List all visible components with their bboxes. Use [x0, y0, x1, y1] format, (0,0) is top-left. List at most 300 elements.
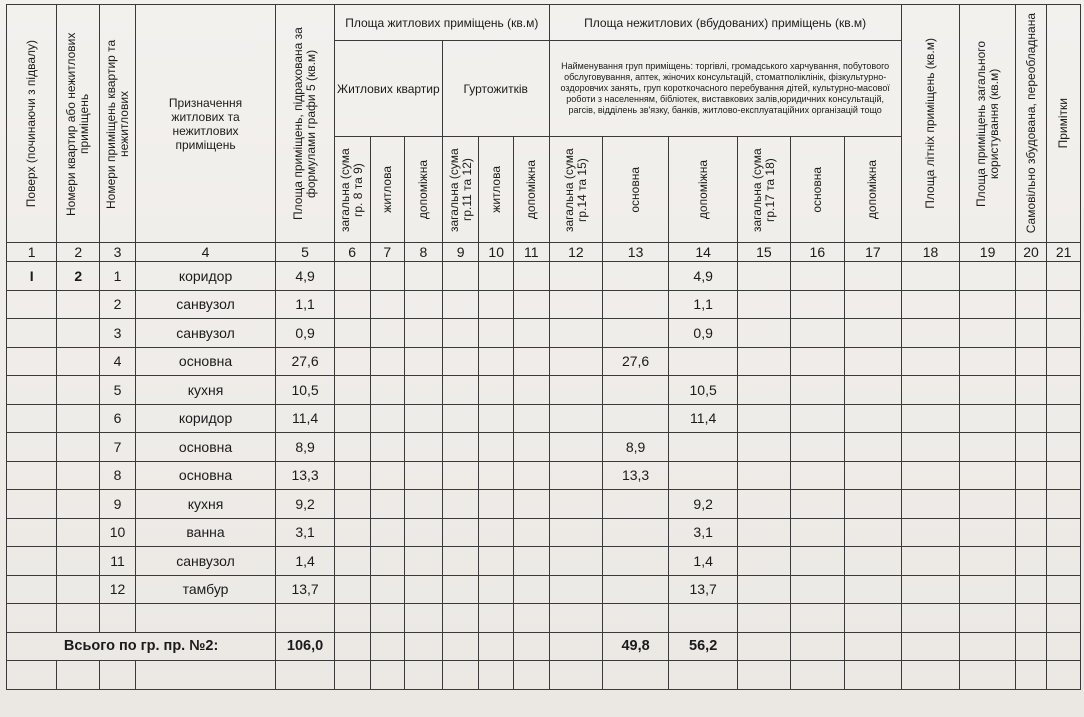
- room-area-cell: 1,1: [276, 290, 335, 319]
- aux-area-cell: 10,5: [669, 376, 738, 405]
- empty-cell: [442, 604, 479, 633]
- apt-cell: [57, 518, 100, 547]
- col-num: 10: [479, 243, 514, 262]
- empty-cell: [442, 632, 479, 661]
- col-num: 14: [669, 243, 738, 262]
- room-purpose-cell: тамбур: [135, 575, 275, 604]
- main-area-cell: 8,9: [603, 433, 669, 462]
- floor-cell: [7, 547, 57, 576]
- empty-cell: [845, 604, 902, 633]
- room-number-cell: 5: [100, 376, 136, 405]
- total-aux: 56,2: [669, 632, 738, 661]
- empty-cell: [738, 661, 790, 690]
- empty-cell: [960, 347, 1016, 376]
- empty-cell: [603, 661, 669, 690]
- empty-cell: [1047, 433, 1081, 462]
- floor-cell: [7, 376, 57, 405]
- empty-cell: [513, 433, 549, 462]
- empty-cell: [479, 518, 514, 547]
- empty-cell: [442, 433, 479, 462]
- empty-cell: [738, 376, 790, 405]
- col-num: 4: [135, 243, 275, 262]
- main-area-cell: [603, 404, 669, 433]
- empty-cell: [479, 319, 514, 348]
- empty-cell: [845, 661, 902, 690]
- empty-cell: [960, 404, 1016, 433]
- empty-cell: [513, 404, 549, 433]
- empty-cell: [405, 290, 443, 319]
- empty-cell: [960, 319, 1016, 348]
- empty-cell: [334, 575, 370, 604]
- empty-cell: [57, 661, 100, 690]
- empty-cell: [370, 376, 405, 405]
- empty-cell: [513, 604, 549, 633]
- col-num: 5: [276, 243, 335, 262]
- empty-cell: [513, 575, 549, 604]
- empty-cell: [513, 262, 549, 291]
- main-area-cell: [603, 518, 669, 547]
- empty-cell: [790, 347, 844, 376]
- empty-cell: [845, 575, 902, 604]
- empty-cell: [1047, 518, 1081, 547]
- empty-cell: [442, 376, 479, 405]
- empty-cell: [405, 604, 443, 633]
- floor-cell: [7, 461, 57, 490]
- empty-cell: [549, 518, 602, 547]
- empty-cell: [442, 290, 479, 319]
- room-purpose-cell: основна: [135, 433, 275, 462]
- empty-cell: [513, 632, 549, 661]
- empty-cell: [370, 433, 405, 462]
- empty-cell: [901, 319, 960, 348]
- empty-cell: [405, 319, 443, 348]
- floor-cell: [7, 433, 57, 462]
- apt-cell: [57, 575, 100, 604]
- empty-cell: [370, 575, 405, 604]
- empty-cell: [442, 319, 479, 348]
- table-row: [7, 376, 1081, 405]
- empty-cell: [1047, 661, 1081, 690]
- room-purpose-cell: основна: [135, 461, 275, 490]
- empty-cell: [334, 433, 370, 462]
- empty-cell: [1015, 376, 1046, 405]
- table-row: [7, 290, 1081, 319]
- empty-cell: [370, 632, 405, 661]
- apt-cell: 2: [57, 262, 100, 291]
- empty-cell: [738, 347, 790, 376]
- room-number-cell: 3: [100, 319, 136, 348]
- empty-cell: [1047, 319, 1081, 348]
- hdr-col17: допоміжна: [845, 137, 902, 243]
- empty-cell: [479, 575, 514, 604]
- room-purpose-cell: кухня: [135, 376, 275, 405]
- apt-cell: [57, 347, 100, 376]
- empty-cell: [513, 547, 549, 576]
- empty-cell: [738, 404, 790, 433]
- empty-cell: [479, 604, 514, 633]
- blank-row: [7, 661, 1081, 690]
- room-purpose-cell: санвузол: [135, 547, 275, 576]
- column-number-row: [7, 243, 1081, 262]
- empty-cell: [1015, 319, 1046, 348]
- empty-cell: [479, 404, 514, 433]
- empty-cell: [1015, 461, 1046, 490]
- col-num: 21: [1047, 243, 1081, 262]
- empty-cell: [960, 661, 1016, 690]
- hdr-col6: загальна (сума гр. 8 та 9): [334, 137, 370, 243]
- hdr-col11: допоміжна: [513, 137, 549, 243]
- empty-cell: [549, 262, 602, 291]
- empty-cell: [549, 347, 602, 376]
- table-row: [7, 461, 1081, 490]
- room-number-cell: 10: [100, 518, 136, 547]
- empty-cell: [479, 433, 514, 462]
- empty-cell: [442, 575, 479, 604]
- empty-cell: [334, 319, 370, 348]
- hdr-col15: загальна (сума гр.17 та 18): [738, 137, 790, 243]
- floor-cell: [7, 490, 57, 519]
- hdr-room-numbers: Номери приміщень квартир та нежитлових: [100, 5, 136, 243]
- empty-cell: [334, 547, 370, 576]
- floor-cell: І: [7, 262, 57, 291]
- apt-cell: [57, 319, 100, 348]
- room-purpose-cell: санвузол: [135, 319, 275, 348]
- empty-cell: [1015, 661, 1046, 690]
- room-area-cell: 3,1: [276, 518, 335, 547]
- empty-cell: [479, 290, 514, 319]
- room-area-cell: 4,9: [276, 262, 335, 291]
- aux-area-cell: 4,9: [669, 262, 738, 291]
- room-purpose-cell: кухня: [135, 490, 275, 519]
- floor-cell: [7, 347, 57, 376]
- empty-cell: [405, 490, 443, 519]
- empty-cell: [901, 518, 960, 547]
- empty-cell: [405, 262, 443, 291]
- empty-cell: [901, 490, 960, 519]
- empty-cell: [370, 404, 405, 433]
- room-purpose-cell: основна: [135, 347, 275, 376]
- empty-cell: [405, 575, 443, 604]
- empty-cell: [513, 290, 549, 319]
- empty-cell: [1015, 290, 1046, 319]
- empty-cell: [845, 290, 902, 319]
- empty-cell: [845, 490, 902, 519]
- empty-cell: [135, 604, 275, 633]
- col-num: 13: [603, 243, 669, 262]
- room-number-cell: 12: [100, 575, 136, 604]
- empty-cell: [513, 319, 549, 348]
- empty-cell: [442, 404, 479, 433]
- empty-cell: [960, 604, 1016, 633]
- floor-cell: [7, 319, 57, 348]
- empty-cell: [442, 518, 479, 547]
- empty-cell: [100, 604, 136, 633]
- room-number-cell: 4: [100, 347, 136, 376]
- empty-cell: [901, 376, 960, 405]
- main-area-cell: [603, 290, 669, 319]
- empty-cell: [100, 661, 136, 690]
- empty-cell: [1047, 347, 1081, 376]
- empty-cell: [479, 490, 514, 519]
- empty-cell: [442, 490, 479, 519]
- empty-cell: [479, 661, 514, 690]
- col-num: 17: [845, 243, 902, 262]
- empty-cell: [334, 376, 370, 405]
- hdr-floor: Поверх (починаючи з підвалу): [7, 5, 57, 243]
- empty-cell: [370, 262, 405, 291]
- empty-cell: [790, 433, 844, 462]
- empty-cell: [845, 433, 902, 462]
- empty-cell: [479, 376, 514, 405]
- empty-cell: [603, 604, 669, 633]
- floor-cell: [7, 290, 57, 319]
- empty-cell: [790, 547, 844, 576]
- empty-cell: [1015, 262, 1046, 291]
- main-area-cell: 13,3: [603, 461, 669, 490]
- empty-cell: [370, 547, 405, 576]
- empty-cell: [549, 319, 602, 348]
- empty-cell: [276, 604, 335, 633]
- empty-cell: [479, 461, 514, 490]
- col-num: 20: [1015, 243, 1046, 262]
- hdr-nonres-desc: Найменування груп приміщень: торгівлі, громадського харчування, побутового обслуговування, аптек, жіночих консультацій, стоматполіклінік, фізкультурно-оздоровчих занять, груп короткочасного перебування дітей, культурно-масової роботи з населенням, бібліотек, виставкових залів,юридичних консультацій, рагсів, відділень зв'язку, банків, житлово-експлуатаційних організацій тощо: [549, 41, 901, 137]
- col-num: 7: [370, 243, 405, 262]
- empty-cell: [442, 262, 479, 291]
- empty-cell: [334, 490, 370, 519]
- empty-cell: [405, 433, 443, 462]
- empty-cell: [901, 347, 960, 376]
- empty-cell: [1047, 547, 1081, 576]
- hdr-apt-numbers: Номери квартир або нежитлових приміщень: [57, 5, 100, 243]
- col-num: 9: [442, 243, 479, 262]
- empty-cell: [845, 347, 902, 376]
- aux-area-cell: 9,2: [669, 490, 738, 519]
- hdr-col14: допоміжна: [669, 137, 738, 243]
- empty-cell: [405, 547, 443, 576]
- floor-cell: [7, 518, 57, 547]
- empty-cell: [738, 290, 790, 319]
- room-area-cell: 11,4: [276, 404, 335, 433]
- empty-cell: [1015, 433, 1046, 462]
- hdr-residential-group: Площа житлових приміщень (кв.м): [334, 5, 549, 41]
- table-row: [7, 319, 1081, 348]
- empty-cell: [1047, 262, 1081, 291]
- hdr-self-built: Самовільно збудована, переобладнана: [1015, 5, 1046, 243]
- room-area-cell: 13,3: [276, 461, 335, 490]
- empty-cell: [790, 604, 844, 633]
- empty-cell: [738, 433, 790, 462]
- empty-cell: [901, 262, 960, 291]
- empty-cell: [479, 262, 514, 291]
- empty-cell: [334, 461, 370, 490]
- apt-cell: [57, 547, 100, 576]
- total-label: Всього по гр. пр. №2:: [7, 632, 276, 661]
- room-area-cell: 1,4: [276, 547, 335, 576]
- empty-cell: [845, 632, 902, 661]
- hdr-common: Площа приміщень загального користування (кв.м): [960, 5, 1016, 243]
- empty-cell: [738, 262, 790, 291]
- empty-cell: [7, 604, 57, 633]
- hdr-col10: житлова: [479, 137, 514, 243]
- empty-cell: [1047, 490, 1081, 519]
- table-row: [7, 404, 1081, 433]
- empty-cell: [1047, 404, 1081, 433]
- hdr-purpose: Призначення житлових та нежитлових приміщень: [135, 5, 275, 243]
- empty-cell: [405, 404, 443, 433]
- empty-cell: [1015, 575, 1046, 604]
- hdr-apartments: Житлових квартир: [334, 41, 442, 137]
- empty-cell: [901, 632, 960, 661]
- empty-cell: [549, 433, 602, 462]
- empty-cell: [1015, 347, 1046, 376]
- empty-cell: [790, 262, 844, 291]
- empty-cell: [901, 461, 960, 490]
- hdr-col8: допоміжна: [405, 137, 443, 243]
- empty-cell: [790, 290, 844, 319]
- empty-cell: [405, 518, 443, 547]
- empty-cell: [901, 575, 960, 604]
- table-row: [7, 575, 1081, 604]
- empty-cell: [845, 547, 902, 576]
- empty-cell: [790, 319, 844, 348]
- empty-cell: [738, 319, 790, 348]
- empty-cell: [669, 661, 738, 690]
- empty-cell: [479, 632, 514, 661]
- area-table: [6, 4, 1081, 690]
- apt-cell: [57, 376, 100, 405]
- empty-cell: [790, 490, 844, 519]
- empty-cell: [960, 518, 1016, 547]
- empty-cell: [513, 661, 549, 690]
- empty-cell: [442, 661, 479, 690]
- aux-area-cell: 1,4: [669, 547, 738, 576]
- aux-area-cell: [669, 433, 738, 462]
- apt-cell: [57, 404, 100, 433]
- table-row: [7, 490, 1081, 519]
- empty-cell: [901, 290, 960, 319]
- empty-cell: [334, 290, 370, 319]
- empty-cell: [1047, 632, 1081, 661]
- empty-cell: [405, 347, 443, 376]
- total-main: 49,8: [603, 632, 669, 661]
- empty-cell: [549, 661, 602, 690]
- empty-cell: [1015, 404, 1046, 433]
- table-row: [7, 547, 1081, 576]
- aux-area-cell: 11,4: [669, 404, 738, 433]
- hdr-col12: загальна (сума гр.14 та 15): [549, 137, 602, 243]
- col-num: 3: [100, 243, 136, 262]
- empty-cell: [1015, 604, 1046, 633]
- empty-cell: [405, 661, 443, 690]
- empty-cell: [405, 461, 443, 490]
- empty-cell: [960, 290, 1016, 319]
- room-number-cell: 9: [100, 490, 136, 519]
- col-num: 12: [549, 243, 602, 262]
- empty-cell: [1047, 461, 1081, 490]
- empty-cell: [479, 547, 514, 576]
- empty-cell: [513, 490, 549, 519]
- empty-cell: [790, 661, 844, 690]
- total-row: [7, 632, 1081, 661]
- empty-cell: [370, 319, 405, 348]
- room-area-cell: 27,6: [276, 347, 335, 376]
- empty-cell: [790, 404, 844, 433]
- empty-cell: [442, 461, 479, 490]
- empty-cell: [1015, 547, 1046, 576]
- col-num: 18: [901, 243, 960, 262]
- hdr-notes: Примітки: [1047, 5, 1081, 243]
- aux-area-cell: 0,9: [669, 319, 738, 348]
- col-num: 6: [334, 243, 370, 262]
- empty-cell: [738, 518, 790, 547]
- empty-cell: [845, 518, 902, 547]
- aux-area-cell: 3,1: [669, 518, 738, 547]
- empty-cell: [901, 661, 960, 690]
- hdr-area-total: Площа приміщень, підрахована за формулами графи 5 (кв.м): [276, 5, 335, 243]
- empty-cell: [790, 632, 844, 661]
- empty-cell: [1015, 490, 1046, 519]
- empty-cell: [405, 632, 443, 661]
- empty-cell: [370, 518, 405, 547]
- table-row: [7, 433, 1081, 462]
- empty-cell: [960, 547, 1016, 576]
- empty-cell: [960, 262, 1016, 291]
- empty-cell: [738, 632, 790, 661]
- empty-cell: [513, 518, 549, 547]
- empty-cell: [549, 604, 602, 633]
- empty-cell: [901, 604, 960, 633]
- empty-cell: [738, 461, 790, 490]
- main-area-cell: [603, 490, 669, 519]
- main-area-cell: [603, 262, 669, 291]
- col-num: 1: [7, 243, 57, 262]
- empty-cell: [370, 290, 405, 319]
- empty-cell: [513, 347, 549, 376]
- room-area-cell: 13,7: [276, 575, 335, 604]
- empty-cell: [738, 604, 790, 633]
- room-area-cell: 9,2: [276, 490, 335, 519]
- empty-cell: [276, 661, 335, 690]
- empty-cell: [738, 490, 790, 519]
- room-number-cell: 8: [100, 461, 136, 490]
- room-number-cell: 2: [100, 290, 136, 319]
- empty-cell: [790, 518, 844, 547]
- hdr-col9: загальна (сума гр.11 та 12): [442, 137, 479, 243]
- empty-cell: [960, 461, 1016, 490]
- aux-area-cell: 13,7: [669, 575, 738, 604]
- aux-area-cell: [669, 347, 738, 376]
- empty-cell: [442, 347, 479, 376]
- empty-cell: [549, 461, 602, 490]
- main-area-cell: [603, 575, 669, 604]
- room-number-cell: 11: [100, 547, 136, 576]
- empty-cell: [669, 604, 738, 633]
- empty-cell: [845, 461, 902, 490]
- empty-cell: [845, 376, 902, 405]
- hdr-summer: Площа літніх приміщень (кв.м): [901, 5, 960, 243]
- empty-cell: [7, 661, 57, 690]
- empty-cell: [370, 604, 405, 633]
- empty-cell: [549, 575, 602, 604]
- total-area: 106,0: [276, 632, 335, 661]
- empty-cell: [1047, 290, 1081, 319]
- empty-cell: [405, 376, 443, 405]
- apt-cell: [57, 461, 100, 490]
- col-num: 8: [405, 243, 443, 262]
- room-number-cell: 7: [100, 433, 136, 462]
- empty-cell: [513, 376, 549, 405]
- aux-area-cell: 1,1: [669, 290, 738, 319]
